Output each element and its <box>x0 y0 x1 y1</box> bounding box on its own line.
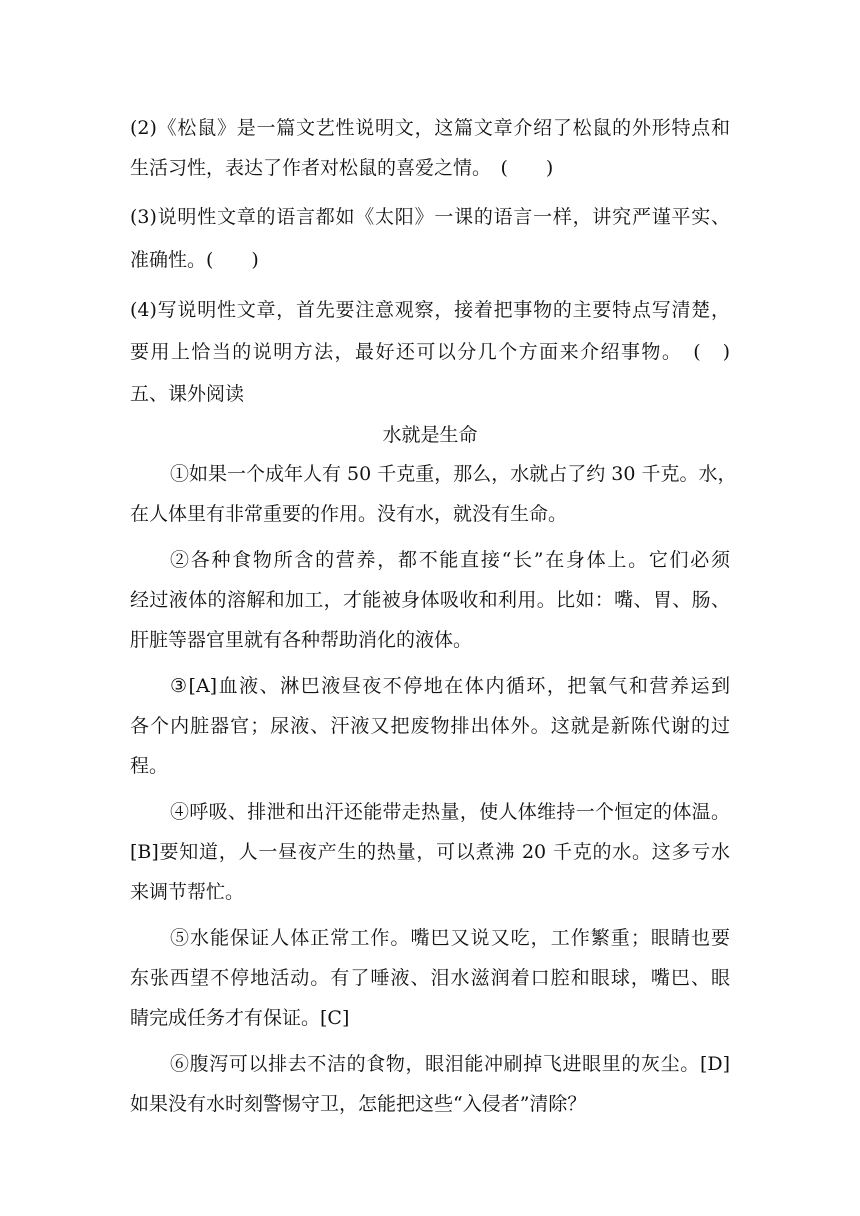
paragraph-5 <box>130 918 730 1038</box>
text-line: (4)写说明性文章，首先要注意观察，接着把事物的主要特点写清楚， <box>130 299 730 321</box>
text-line: 如果没有水时刻警惕守卫，怎能把这些“入侵者”清除？ <box>130 1093 587 1115</box>
text-line: 经过液体的溶解和加工，才能被身体吸收和利用。比如：嘴、胃、肠、 <box>130 589 730 611</box>
text-line: ④呼吸、排泄和出汗还能带走热量，使人体维持一个恒定的体温。 <box>170 801 730 823</box>
text-line: 各个内脏器官；尿液、汗液又把废物排出体外。这就是新陈代谢的过 <box>130 715 730 737</box>
text-line: ③[A]血液、淋巴液昼夜不停地在体内循环，把氧气和营养运到 <box>170 675 730 697</box>
document-page <box>130 108 737 1124</box>
judgement-item-3 <box>130 194 730 280</box>
text-line: 要用上恰当的说明方法，最好还可以分几个方面来介绍事物。 ( ) <box>130 341 730 363</box>
article-title: 水就是生命 <box>382 424 478 446</box>
text-line: [B]要知道，人一昼夜产生的热量，可以煮沸 20 千克的水。这多亏水 <box>130 841 730 863</box>
text-line: (2)《松鼠》是一篇文艺性说明文，这篇文章介绍了松鼠的外形特点和 <box>130 117 730 139</box>
paragraph-2 <box>130 540 730 660</box>
text-line: ②各种食物所含的营养，都不能直接“长”在身体上。它们必须 <box>170 549 730 571</box>
text-line: 程。 <box>130 755 169 777</box>
text-line: ⑤水能保证人体正常工作。嘴巴又说又吃，工作繁重；眼睛也要 <box>170 927 730 949</box>
section-heading: 五、课外阅读 <box>130 383 245 405</box>
text-line: 睛完成任务才有保证。[C] <box>130 1007 350 1029</box>
text-line: 东张西望不停地活动。有了唾液、泪水滋润着口腔和眼球，嘴巴、眼 <box>130 967 730 989</box>
paragraph-6 <box>130 1044 730 1124</box>
judgement-item-4 <box>130 288 730 372</box>
text-line: ⑥腹泻可以排去不洁的食物，眼泪能冲刷掉飞进眼里的灰尘。[D] <box>170 1053 730 1075</box>
text-line: 准确性。( ) <box>130 249 259 271</box>
text-line: 肝脏等器官里就有各种帮助消化的液体。 <box>130 629 473 651</box>
paragraph-1 <box>130 454 737 534</box>
paragraph-4 <box>130 792 730 912</box>
text-line: 在人体里有非常重要的作用。没有水，就没有生命。 <box>130 503 568 525</box>
judgement-item-2 <box>130 108 730 188</box>
paragraph-3 <box>130 666 730 786</box>
text-line: ①如果一个成年人有 50 千克重，那么，水就占了约 30 千克。水， <box>170 463 737 485</box>
text-line: (3)说明性文章的语言都如《太阳》一课的语言一样，讲究严谨平实、 <box>130 206 730 228</box>
text-line: 生活习性，表达了作者对松鼠的喜爱之情。 ( ) <box>130 157 554 179</box>
text-line: 来调节帮忙。 <box>130 881 245 903</box>
